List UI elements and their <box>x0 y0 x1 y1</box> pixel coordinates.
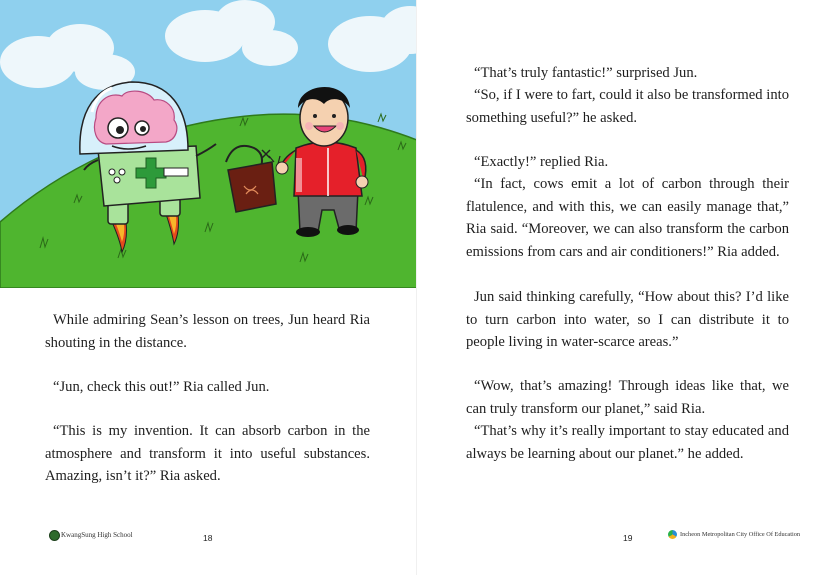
paragraph: “This is my invention. It can absorb carbon in the atmosphere and transform it into useful substances. Amazing, isn’t it?” Ria asked. <box>45 423 370 485</box>
paragraph: “That’s why it’s really important to stay educated and always be learning about our planet.” he added. <box>466 423 789 462</box>
left-page <box>0 0 417 575</box>
page-number-left: 18 <box>203 533 213 543</box>
school-logo-icon <box>49 530 60 541</box>
school-name: KwangSung High School <box>61 531 133 539</box>
paragraph: “So, if I were to fart, could it also be transformed into something useful?” he asked. <box>466 87 789 126</box>
right-page <box>417 0 835 575</box>
page-number-right: 19 <box>623 533 633 543</box>
paragraph: “Wow, that’s amazing! Through ideas like that, we can truly transform our planet,” said Ria. <box>466 378 789 417</box>
office-logo-icon <box>668 530 677 539</box>
paragraph: “Exactly!” replied Ria. <box>474 154 609 170</box>
office-name: Incheon Metropolitan City Office Of Education <box>680 531 801 538</box>
paragraph: “That’s truly fantastic!” surprised Jun. <box>474 65 698 81</box>
story-illustration <box>0 0 417 288</box>
paragraph: “In fact, cows emit a lot of carbon through their flatulence, and with this, we can easily manage that,” Ria said. “Moreover, we can also transform the carbon emissions from cars and air conditioners!” Ria added. <box>466 176 789 260</box>
paragraph: Jun said thinking carefully, “How about this? I’d like to turn carbon into water, so I can distribute it to people living in water-scarce areas.” <box>466 289 789 351</box>
paragraph: “Jun, check this out!” Ria called Jun. <box>53 379 270 395</box>
paragraph: While admiring Sean’s lesson on trees, Jun heard Ria shouting in the distance. <box>45 312 370 351</box>
